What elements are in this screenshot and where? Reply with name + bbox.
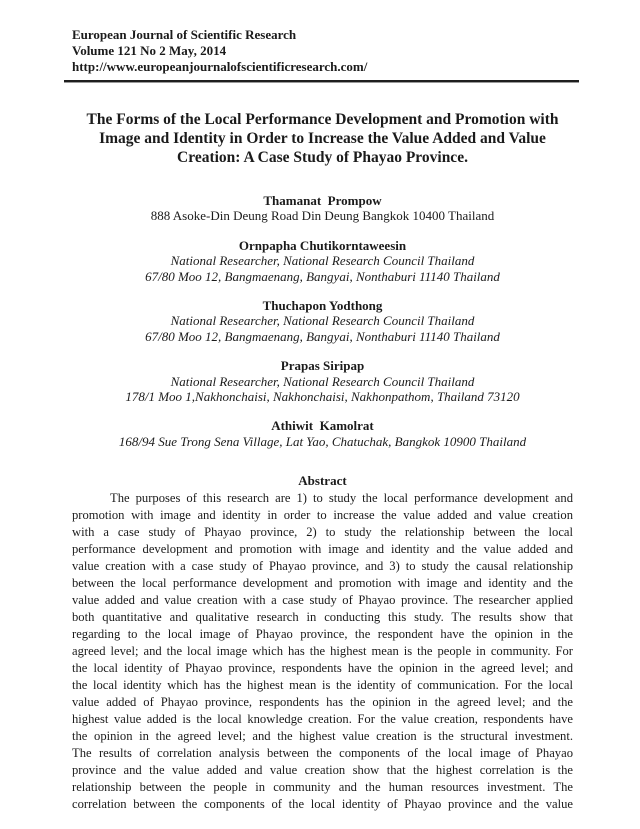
- author-block: [72, 193, 573, 224]
- abstract-line: the local identity which has the highest mean is the identity of communication. For the local: [72, 678, 573, 693]
- author-name: Athiwit Kamolrat: [271, 418, 374, 434]
- paper-title-line: The Forms of the Local Performance Development and Promotion with: [86, 111, 559, 128]
- abstract-line: both quantitative and qualitative research in conducting this study. The results show that: [72, 610, 573, 625]
- author-block: [72, 238, 573, 284]
- journal-url: http://www.europeanjournalofscientificresearch.com/: [72, 59, 368, 74]
- abstract-line: province and the value added and value creation show that the highest correlation is the: [72, 763, 573, 778]
- abstract-line: promotion with image and identity in order to increase the value added and value creation: [72, 508, 573, 523]
- author-name: Thamanat Prompow: [263, 193, 382, 208]
- abstract-line: value added and value creation with a case study of Phayao province. The researcher applied: [72, 593, 573, 608]
- abstract-line: performance development and promotion with image and identity and the value added and: [72, 542, 573, 557]
- abstract-line: correlation between the components of the local identity of Phayao province and the value: [72, 797, 573, 812]
- author-block: [72, 418, 573, 449]
- abstract-line: The purposes of this research are 1) to study the local performance development and: [110, 491, 573, 506]
- abstract-line: highest value added is the local knowledge creation. For the value creation, respondents have: [72, 712, 573, 727]
- abstract-section: [72, 473, 573, 813]
- abstract-body: [72, 490, 573, 813]
- abstract-line: value creation with a case study of Phayao province, and 3) to study the causal relationship: [72, 559, 573, 574]
- journal-name: European Journal of Scientific Research: [72, 27, 297, 42]
- abstract-line: the local identity of Phayao province, respondents have the opinion in the agreed level; and: [72, 661, 573, 676]
- author-affiliation-line: 67/80 Moo 12, Bangmaenang, Bangyai, Nonthaburi 11140 Thailand: [145, 268, 500, 284]
- paper-title-line: Image and Identity in Order to Increase the Value Added and Value: [99, 130, 546, 147]
- author-name: Ornpapha Chutikorntaweesin: [238, 237, 407, 253]
- author-name: Thuchapon Yodthong: [262, 298, 383, 314]
- author-block: [72, 358, 573, 404]
- abstract-line: value added of Phayao province, respondents has the opinion in the agreed level; and the: [72, 695, 573, 710]
- journal-volume-issue: Volume 121 No 2 May, 2014: [72, 43, 227, 58]
- author-affiliation-line: National Researcher, National Research Council Thailand: [170, 253, 475, 269]
- author-affiliation-line: 888 Asoke-Din Deung Road Din Deung Bangkok 10400 Thailand: [150, 208, 495, 224]
- abstract-line: The results of correlation analysis between the components of the local image of Phayao: [72, 746, 573, 761]
- author-affiliation-line: 67/80 Moo 12, Bangmaenang, Bangyai, Nonthaburi 11140 Thailand: [145, 328, 500, 344]
- author-block: [72, 298, 573, 344]
- journal-header: [72, 27, 573, 75]
- abstract-line: between the local performance development and promotion with image and identity and the: [72, 576, 573, 591]
- abstract-line: relationship between the people in community and the human resources investment. The: [72, 780, 573, 795]
- paper-title-line: Creation: A Case Study of Phayao Province.: [177, 149, 468, 166]
- header-rule: [64, 80, 579, 83]
- abstract-line: agreed level; and the local image which has the highest mean is the people in community. For: [72, 644, 573, 659]
- author-name: Prapas Siripap: [280, 358, 365, 374]
- author-affiliation-line: 168/94 Sue Trong Sena Village, Lat Yao, Chatuchak, Bangkok 10900 Thailand: [118, 433, 527, 449]
- author-affiliation-line: National Researcher, National Research Council Thailand: [170, 313, 475, 329]
- abstract-line: regarding to the local image of Phayao province, the respondent have the opinion in the: [72, 627, 573, 642]
- author-affiliation-line: National Researcher, National Research Council Thailand: [170, 373, 475, 389]
- authors-section: [72, 193, 573, 449]
- abstract-line: with a case study of Phayao province, 2) to study the relationship between the local: [72, 525, 573, 540]
- author-affiliation-line: 178/1 Moo 1,Nakhonchaisi, Nakhonchaisi, Nakhonpathom, Thailand 73120: [125, 389, 520, 405]
- abstract-heading: Abstract: [298, 473, 347, 489]
- abstract-line: the opinion in the agreed level; and the highest value creation is the structural investment.: [72, 729, 573, 744]
- paper-title: [72, 110, 573, 167]
